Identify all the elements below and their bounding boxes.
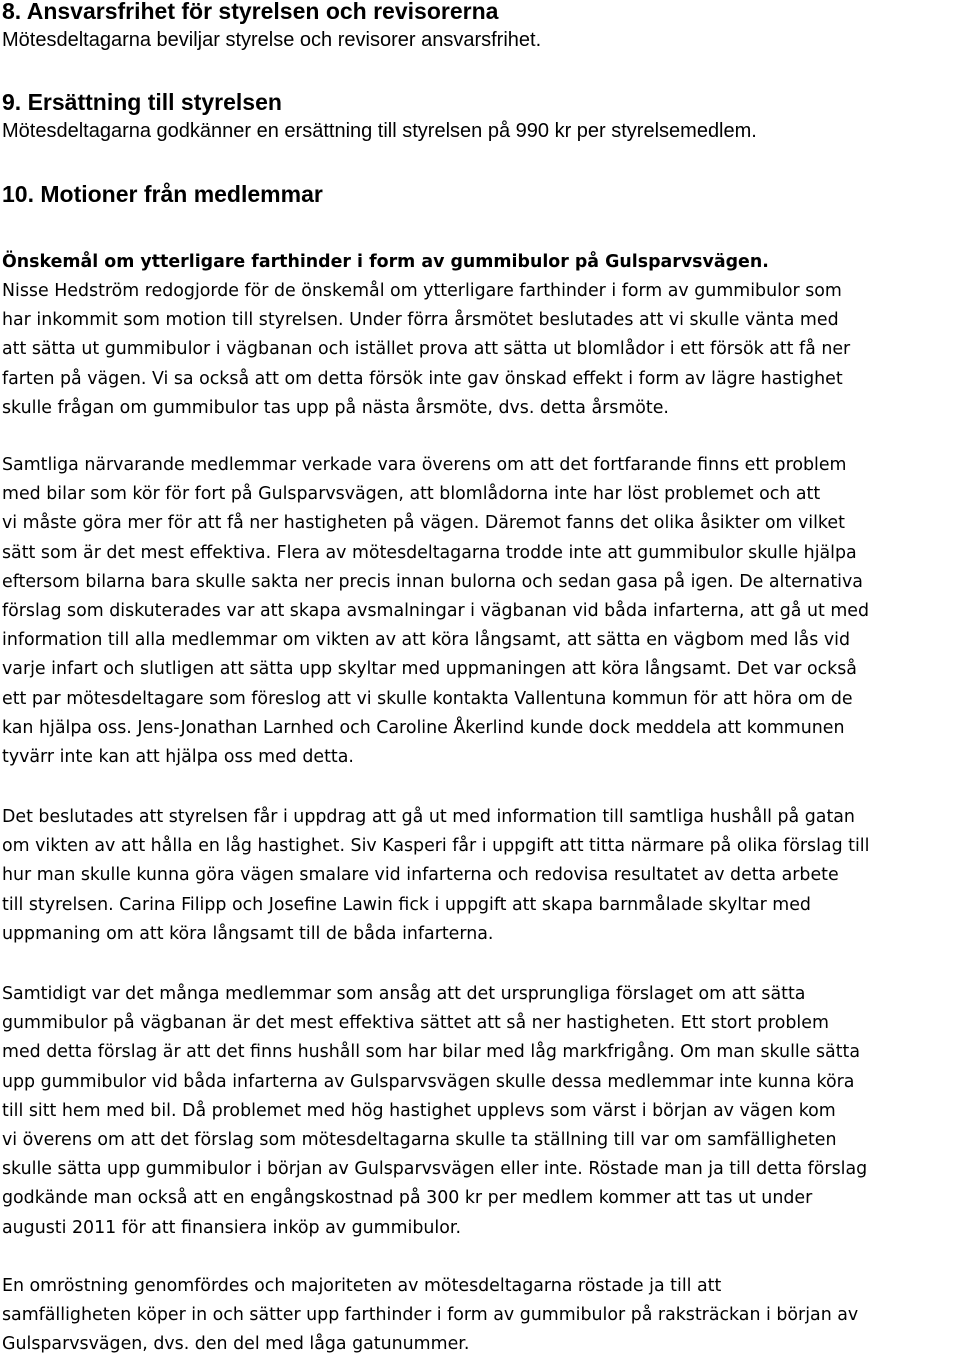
paragraph-line: uppmaning om att köra långsamt till de båda infarterna. — [2, 923, 494, 944]
paragraph-line: med bilar som kör för fort på Gulsparvsvägen, att blomlådorna inte har löst problemet och att — [2, 484, 821, 505]
paragraph-line: samfälligheten köper in och sätter upp farthinder i form av gummibulor på raksträckan i början av — [2, 1305, 859, 1326]
section-8-heading: 8. Ansvarsfrihet för styrelsen och revisorerna — [2, 0, 499, 24]
section-8 — [2, 0, 541, 55]
paragraph-line: hur man skulle kunna göra vägen smalare vid infarterna och redovisa resultatet av detta arbete — [2, 865, 839, 886]
paragraph-line: Samtliga närvarande medlemmar verkade vara överens om att det fortfarande finns ett problem — [2, 455, 847, 475]
paragraph-line: Det beslutades att styrelsen får i uppdrag att gå ut med information till samtliga hushåll på gatan — [2, 807, 855, 827]
paragraph-line: vi överens om att det förslag som mötesdeltagarna skulle ta ställning till var om samfälligheten — [2, 1130, 837, 1151]
paragraph-5 — [2, 1272, 858, 1360]
section-9 — [2, 88, 757, 146]
section-9-text: Mötesdeltagarna godkänner en ersättning till styrelsen på 990 kr per styrelsemedlem. — [2, 120, 757, 142]
paragraph-line: till sitt hem med bil. Då problemet med hög hastighet upplevs som värst i början av vägen kom — [2, 1100, 836, 1121]
paragraph-line: ett par mötesdeltagare som föreslog att vi skulle kontakta Vallentuna kommun för att höra om de — [2, 688, 853, 709]
paragraph-line: augusti 2011 för att finansiera inköp av gummibulor. — [2, 1217, 461, 1238]
paragraph-1 — [2, 277, 850, 423]
paragraph-line: En omröstning genomfördes och majoriteten av mötesdeltagarna röstade ja till att — [2, 1276, 722, 1296]
paragraph-line: med detta förslag är att det finns hushåll som har bilar med låg markfrigång. Om man skulle sätta — [2, 1042, 860, 1063]
paragraph-2 — [2, 451, 869, 772]
paragraph-line: har inkommit som motion till styrelsen. Under förra årsmötet beslutades att vi skulle vänta med — [2, 310, 839, 331]
section-8-text: Mötesdeltagarna beviljar styrelse och revisorer ansvarsfrihet. — [2, 29, 542, 51]
paragraph-line: vi måste göra mer för att få ner hastigheten på vägen. Däremot fanns det olika åsikter om vilket — [2, 513, 845, 534]
paragraph-line: om vikten av att hålla en låg hastighet. Siv Kasperi får i uppgift att titta närmare på olika förslag till — [2, 836, 870, 857]
paragraph-line: Gulsparvsvägen, dvs. den del med låga gatunummer. — [2, 1334, 470, 1355]
paragraph-line: skulle frågan om gummibulor tas upp på nästa årsmöte, dvs. detta årsmöte. — [2, 397, 669, 418]
section-9-heading: 9. Ersättning till styrelsen — [2, 89, 282, 115]
paragraph-line: till styrelsen. Carina Filipp och Josefine Lawin fick i uppgift att skapa barnmålade skyltar med — [2, 894, 811, 915]
paragraph-line: att sätta ut gummibulor i vägbanan och istället prova att sätta ut blomlådor i ett försök att få ner — [2, 339, 851, 360]
section-10-heading: 10. Motioner från medlemmar — [2, 181, 323, 207]
paragraph-line: Nisse Hedström redogjorde för de önskemål om ytterligare farthinder i form av gummibulor som — [2, 281, 842, 301]
paragraph-line: gummibulor på vägbanan är det mest effektiva sättet att så ner hastigheten. Ett stort problem — [2, 1013, 829, 1034]
paragraph-line: skulle sätta upp gummibulor i början av Gulsparvsvägen eller inte. Röstade man ja till detta förslag — [2, 1159, 868, 1180]
paragraph-line: förslag som diskuterades var att skapa avsmalningar i vägbanan vid båda infarterna, att gå ut med — [2, 601, 870, 622]
paragraph-line: farten på vägen. Vi sa också att om detta försök inte gav önskad effekt i form av lägre hastighet — [2, 368, 843, 389]
paragraph-3 — [2, 803, 869, 949]
motion-subheading-text: Önskemål om ytterligare farthinder i form av gummibulor på Gulsparvsvägen. — [2, 252, 769, 272]
paragraph-line: Samtidigt var det många medlemmar som ansåg att det ursprungliga förslaget om att sätta — [2, 984, 806, 1004]
section-10 — [2, 180, 323, 209]
paragraph-line: kan hjälpa oss. Jens-Jonathan Larnhed och Caroline Åkerlind kunde dock meddela att kommunen — [2, 717, 845, 738]
paragraph-line: tyvärr inte kan att hjälpa oss med detta. — [2, 747, 354, 768]
paragraph-line: eftersom bilarna bara skulle sakta ner precis innan bulorna och sedan gasa på igen. De alternativa — [2, 571, 863, 592]
paragraph-line: information till alla medlemmar om vikten av att köra långsamt, att sätta en vägbom med lås vid — [2, 630, 851, 651]
motion-subheading — [2, 248, 769, 277]
paragraph-line: upp gummibulor vid båda infarterna av Gulsparvsvägen skulle dessa medlemmar inte kunna köra — [2, 1071, 855, 1092]
paragraph-line: godkände man också att en engångskostnad på 300 kr per medlem kommer att tas ut under — [2, 1188, 813, 1209]
paragraph-line: sätt som är det mest effektiva. Flera av mötesdeltagarna trodde inte att gummibulor skulle hjälpa — [2, 542, 857, 563]
paragraph-4 — [2, 980, 867, 1243]
paragraph-line: varje infart och slutligen att sätta upp skyltar med uppmaningen att köra långsamt. Det var också — [2, 659, 857, 680]
